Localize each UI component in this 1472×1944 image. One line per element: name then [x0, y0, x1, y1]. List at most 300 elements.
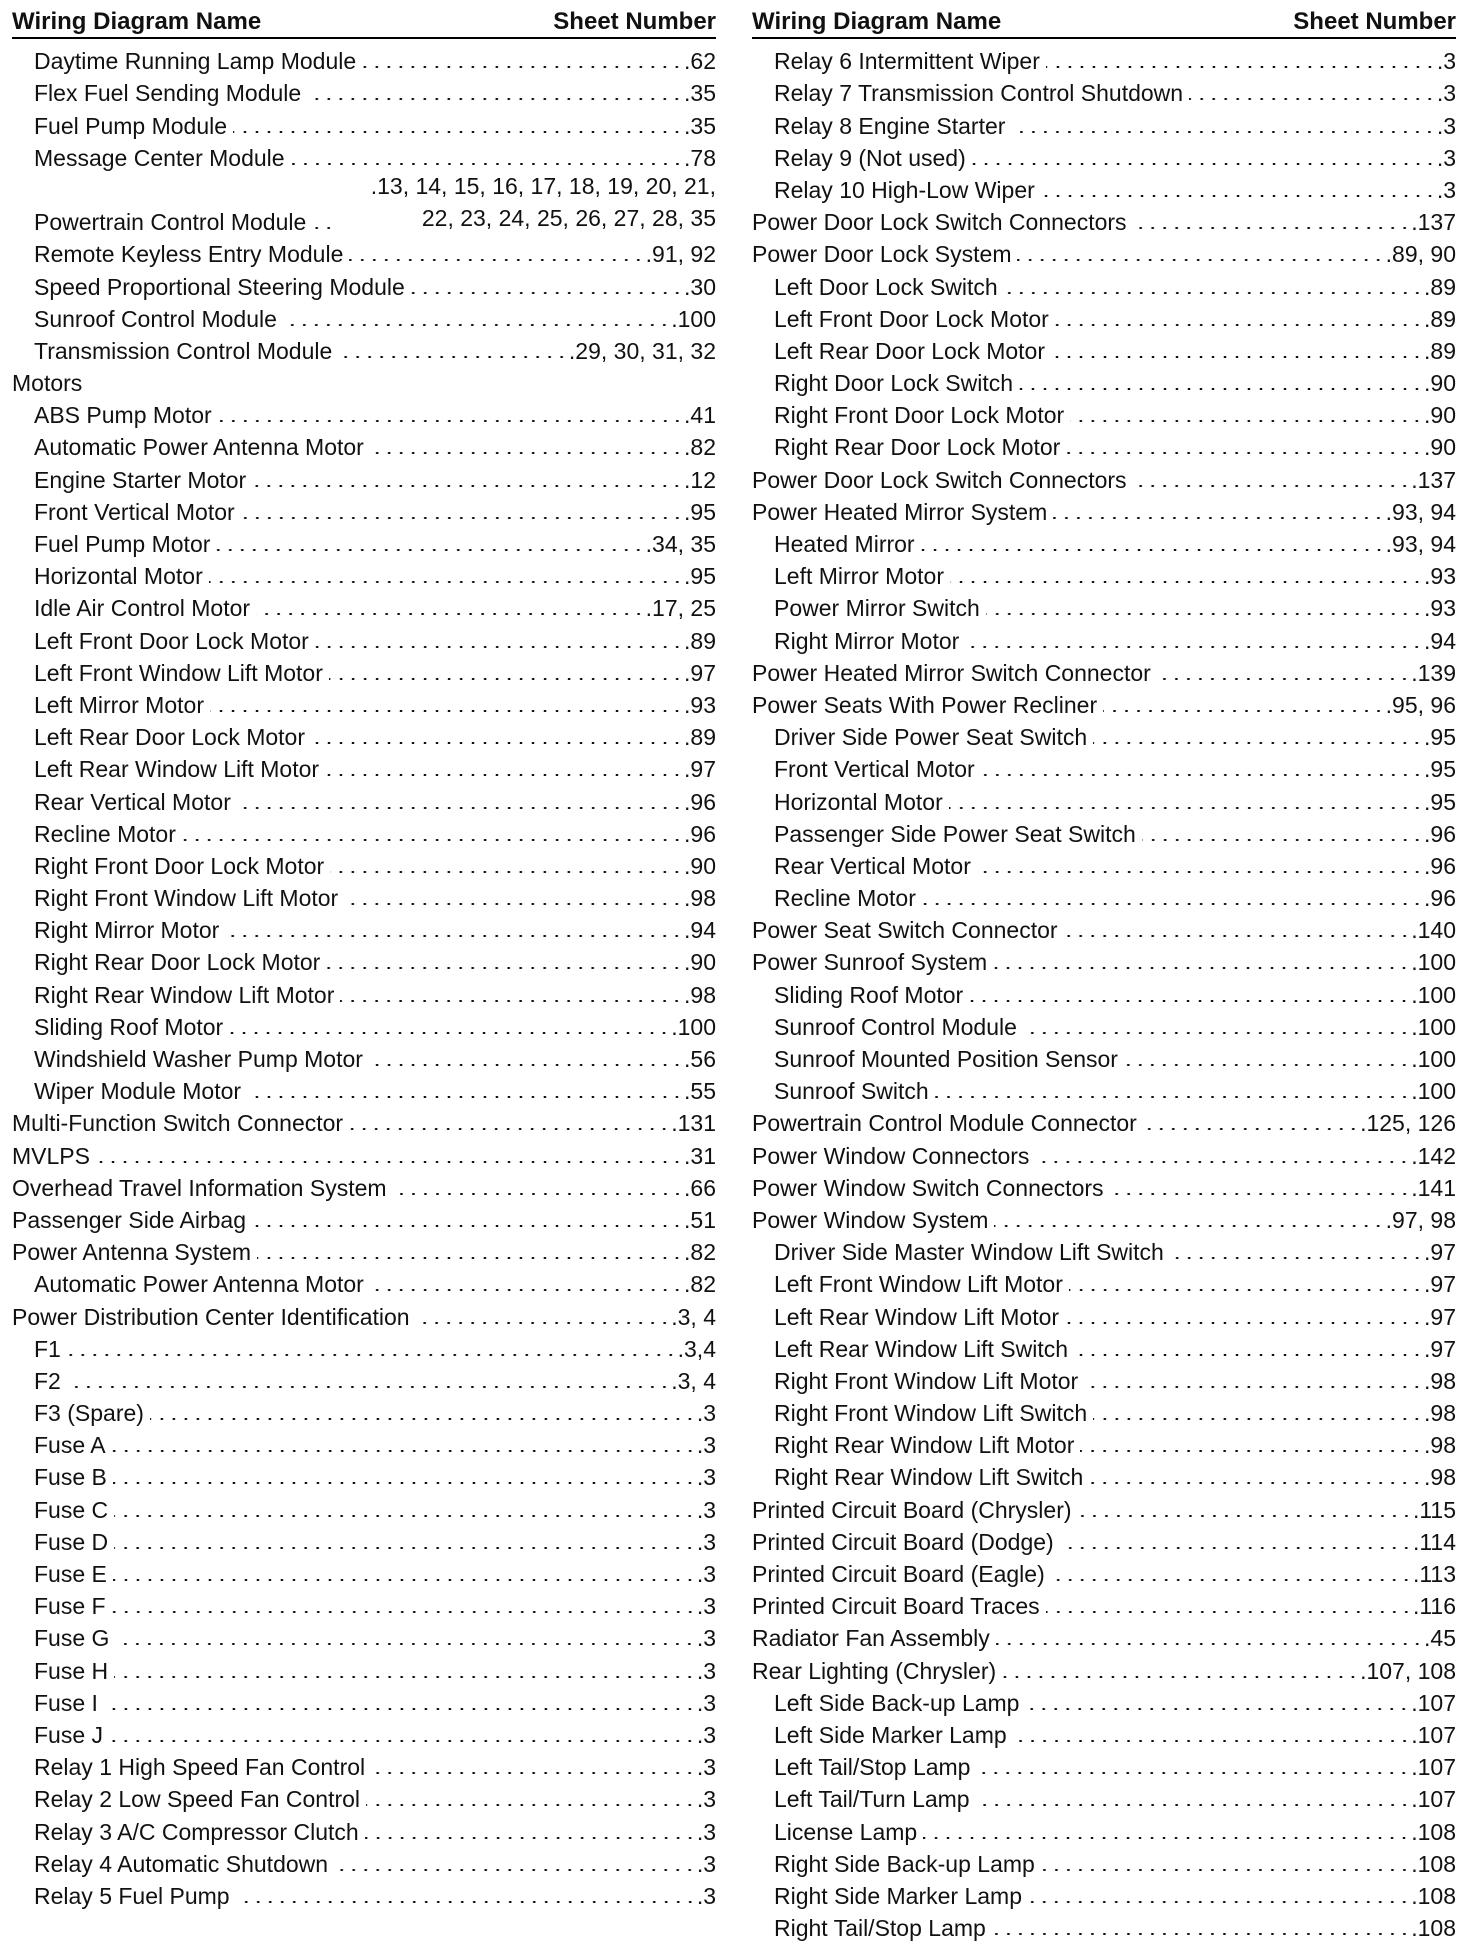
dot-leader: [1051, 356, 1423, 358]
sheet-number: .98: [1424, 1367, 1456, 1394]
sheet-number: .89: [684, 627, 716, 654]
sheet-number: .97: [1424, 1271, 1456, 1298]
entry-label: Remote Keyless Entry Module: [34, 241, 344, 268]
entry-label: Power Antenna System: [12, 1239, 252, 1266]
sheet-number: .107, 108: [1360, 1657, 1456, 1684]
sheet-number: .3: [696, 1464, 716, 1491]
index-entry: [12, 1168, 716, 1200]
index-entry: [12, 1071, 716, 1103]
entry-label: Right Side Marker Lamp: [774, 1882, 1022, 1909]
dot-leader: [976, 1804, 1411, 1806]
index-entry: [752, 1329, 1456, 1361]
dot-leader: [1142, 839, 1423, 841]
sheet-number: .100: [671, 1013, 716, 1040]
sheet-number: .113: [1412, 1561, 1456, 1587]
sheet-number: .3: [696, 1882, 716, 1909]
header-name: Wiring Diagram Name: [12, 8, 262, 35]
index-entry: [752, 138, 1456, 170]
sheet-number: .95: [1424, 788, 1456, 815]
sheet-number: .108: [1411, 1850, 1456, 1877]
entry-label: Left Front Window Lift Motor: [34, 659, 323, 686]
index-entry: [752, 1554, 1456, 1586]
entry-label: Right Tail/Stop Lamp: [774, 1915, 986, 1942]
sheet-number: .107: [1411, 1721, 1456, 1748]
entry-label: Power Seats With Power Recliner: [752, 691, 1098, 718]
entry-label: Rear Lighting (Chrysler): [752, 1657, 997, 1684]
dot-leader: [237, 807, 683, 809]
sheet-number: .90: [684, 852, 716, 879]
sheet-number: .35: [684, 80, 716, 107]
dot-leader: [334, 1869, 696, 1871]
dot-leader: [1046, 66, 1436, 68]
index-entry: [752, 1425, 1456, 1457]
right-column: [752, 6, 1456, 1940]
sheet-number: .107: [1411, 1786, 1456, 1813]
sheet-number: .98: [1424, 1432, 1456, 1459]
sheet-number: .96: [684, 788, 716, 815]
index-entry: [752, 1039, 1456, 1071]
index-entry: [12, 1200, 716, 1232]
sheet-number: .3: [696, 1754, 716, 1781]
sheet-number: .114: [1412, 1528, 1456, 1555]
index-entry: [752, 1200, 1456, 1232]
dot-leader: [241, 517, 683, 519]
entry-label: Engine Starter Motor: [34, 466, 247, 493]
sheet-number: .3: [696, 1689, 716, 1716]
entry-label: Windshield Washer Pump Motor: [34, 1046, 363, 1073]
sheet-number: .12: [684, 466, 716, 493]
index-entry: [752, 1296, 1456, 1328]
left-entries: [12, 41, 716, 1908]
entry-label: Relay 9 (Not used): [774, 144, 966, 171]
entry-label: Flex Fuel Sending Module: [34, 80, 302, 107]
index-entry: [12, 717, 716, 749]
sheet-number: .41: [684, 402, 716, 429]
entry-label: MVLPS: [12, 1142, 90, 1169]
sheet-number: .100: [1411, 981, 1456, 1008]
index-entry: [752, 427, 1456, 459]
dot-leader: [1002, 1676, 1359, 1678]
dot-leader: [182, 839, 683, 841]
column-header: [752, 6, 1456, 39]
sheet-number: .66: [684, 1174, 716, 1201]
index-entry: [752, 1811, 1456, 1843]
sheet-number: .3: [696, 1786, 716, 1813]
sheet-number: .89, 90: [1385, 241, 1456, 268]
dot-leader: [104, 1708, 696, 1710]
entry-label: Left Rear Window Lift Switch: [774, 1335, 1069, 1362]
dot-leader: [1041, 195, 1436, 197]
entry-label: Idle Air Control Motor: [34, 595, 251, 622]
index-entry: [12, 1329, 716, 1361]
sheet-number: .107: [1411, 1754, 1456, 1781]
entry-label: Radiator Fan Assembly: [752, 1625, 990, 1652]
dot-leader: [329, 678, 683, 680]
dot-leader: [923, 1837, 1410, 1839]
index-entry: [752, 1618, 1456, 1650]
entry-label: Powertrain Control Module: [34, 209, 307, 236]
entry-label: Recline Motor: [34, 820, 176, 847]
dot-leader: [349, 259, 644, 261]
sheet-number: .100: [1411, 949, 1456, 976]
dot-leader: [976, 1772, 1410, 1774]
dot-leader: [1060, 1547, 1412, 1549]
entry-label: Power Door Lock System: [752, 241, 1012, 268]
dot-leader: [1093, 1418, 1423, 1420]
sheet-number: .45: [1424, 1625, 1456, 1652]
dot-leader: [96, 1161, 683, 1163]
sheet-number: .98: [1424, 1400, 1456, 1427]
index-entry: [12, 749, 716, 781]
index-entry: [12, 1618, 716, 1650]
index-entry: [12, 1393, 716, 1425]
index-entry: [12, 1489, 716, 1521]
entry-label: Relay 5 Fuel Pump: [34, 1882, 230, 1909]
dot-leader: [366, 1804, 696, 1806]
entry-label: Right Front Window Lift Switch: [774, 1400, 1088, 1427]
entry-label: Power Distribution Center Identification: [12, 1303, 410, 1330]
dot-leader: [1080, 1450, 1423, 1452]
index-entry: [12, 1522, 716, 1554]
dot-leader: [67, 1354, 677, 1356]
entry-label: Printed Circuit Board (Chrysler): [752, 1496, 1072, 1523]
dot-leader: [233, 131, 683, 133]
index-entry: [752, 556, 1456, 588]
entry-label: Power Heated Mirror Switch Connector: [752, 659, 1151, 686]
dot-leader: [150, 1418, 696, 1420]
entry-label: Sunroof Switch: [774, 1078, 929, 1105]
dot-leader: [283, 324, 670, 326]
index-entry: [12, 234, 716, 266]
entry-label: Automatic Power Antenna Motor: [34, 434, 364, 461]
sheet-number: .3: [1436, 176, 1456, 203]
index-entry: [752, 974, 1456, 1006]
dot-leader: [949, 807, 1423, 809]
index-entry: [752, 363, 1456, 395]
sheet-number: .3: [696, 1850, 716, 1877]
entry-label: Fuse E: [34, 1561, 107, 1588]
entry-label: Sunroof Control Module: [774, 1013, 1017, 1040]
entry-label: Printed Circuit Board Traces: [752, 1593, 1040, 1620]
sheet-number: .98: [684, 885, 716, 912]
index-entry: [752, 1844, 1456, 1876]
index-entry: [12, 138, 716, 170]
index-entry: [12, 878, 716, 910]
index-entry: [12, 781, 716, 813]
dot-leader: [113, 1482, 696, 1484]
dot-leader: [365, 1837, 696, 1839]
dot-leader: [1124, 1064, 1410, 1066]
sheet-number: .125, 126: [1360, 1110, 1456, 1137]
dot-leader: [1046, 1611, 1412, 1613]
entry-label: Left Rear Door Lock Motor: [774, 337, 1046, 364]
index-entry: [12, 1683, 716, 1715]
entry-label: Driver Side Master Window Lift Switch: [774, 1239, 1164, 1266]
dot-leader: [1053, 517, 1384, 519]
dot-leader: [1017, 259, 1384, 261]
index-entry: [12, 1844, 716, 1876]
sheet-number: .3: [1436, 80, 1456, 107]
sheet-number: .93, 94: [1385, 498, 1456, 525]
index-entry: [12, 1232, 716, 1264]
index-entry: [752, 1876, 1456, 1908]
sheet-number: .93: [1424, 595, 1456, 622]
sheet-number: .3: [696, 1818, 716, 1845]
dot-leader: [1084, 1386, 1423, 1388]
header-name: Wiring Diagram Name: [752, 8, 1002, 35]
index-entry: [752, 1457, 1456, 1489]
dot-leader: [291, 163, 683, 165]
entry-label: Fuel Pump Module: [34, 112, 228, 139]
sheet-number: .98: [1424, 1464, 1456, 1491]
dot-leader: [992, 1933, 1410, 1935]
sheet-number: .100: [1411, 1078, 1456, 1105]
index-entry: [12, 459, 716, 491]
dot-leader: [236, 1901, 696, 1903]
entry-label: Left Mirror Motor: [774, 563, 944, 590]
dot-leader: [225, 935, 683, 937]
dot-leader: [1066, 452, 1423, 454]
dot-leader: [981, 774, 1423, 776]
entry-label: Left Rear Door Lock Motor: [34, 724, 306, 751]
dot-leader: [229, 1032, 670, 1034]
index-entry: [12, 427, 716, 459]
entry-label: Motors: [12, 370, 83, 397]
dot-leader: [935, 1096, 1411, 1098]
sheet-number: .3: [1436, 48, 1456, 75]
sheet-number: .3: [696, 1561, 716, 1588]
entry-label: Power Mirror Switch: [774, 595, 980, 622]
index-entry: [752, 1522, 1456, 1554]
index-entry: [752, 331, 1456, 363]
dot-leader: [1019, 388, 1423, 390]
index-entry: [12, 1554, 716, 1586]
index-entry: [752, 814, 1456, 846]
sheet-number: .30: [684, 273, 716, 300]
index-entry: [12, 170, 716, 234]
dot-leader: [109, 1740, 696, 1742]
dot-leader: [112, 1611, 696, 1613]
index-entry: [12, 1361, 716, 1393]
index-entry: [752, 878, 1456, 910]
dot-leader: [1025, 1708, 1410, 1710]
sheet-number: .97: [1424, 1335, 1456, 1362]
sheet-number: .139: [1411, 659, 1456, 686]
sheet-number: .90: [1424, 402, 1456, 429]
entry-label: Power Seat Switch Connector: [752, 917, 1058, 944]
index-entry: [12, 524, 716, 556]
entry-label: Right Rear Window Lift Switch: [774, 1464, 1084, 1491]
index-entry: [752, 1361, 1456, 1393]
sheet-number: .100: [1411, 1046, 1456, 1072]
dot-leader: [307, 98, 683, 100]
index-entry: [12, 1747, 716, 1779]
index-entry: [752, 653, 1456, 685]
sheet-number: .93: [1424, 563, 1456, 590]
index-entry: [752, 266, 1456, 298]
index-entry: [752, 202, 1456, 234]
sheet-number: .93, 94: [1385, 531, 1456, 557]
sheet-number: .3: [696, 1400, 716, 1427]
sheet-number: .100: [1411, 1013, 1456, 1040]
entry-label: Powertrain Control Module Connector: [752, 1110, 1137, 1137]
entry-label: Transmission Control Module: [34, 337, 333, 364]
dot-leader: [252, 485, 683, 487]
dot-leader: [416, 1322, 671, 1324]
entry-label: Right Door Lock Switch: [774, 370, 1014, 397]
entry-label: Fuse B: [34, 1464, 107, 1491]
sheet-number: .89: [684, 724, 716, 751]
index-entry: [12, 1296, 716, 1328]
dot-leader: [349, 1128, 670, 1130]
index-entry: [752, 588, 1456, 620]
index-entry: [12, 846, 716, 878]
sheet-number: .3: [696, 1721, 716, 1748]
sheet-number: .3: [696, 1496, 716, 1523]
dot-leader: [965, 646, 1423, 648]
sheet-number: .97: [1424, 1239, 1456, 1266]
left-column: [12, 6, 716, 1908]
dot-leader: [218, 420, 683, 422]
entry-label: Automatic Power Antenna Motor: [34, 1271, 364, 1298]
index-entry: [12, 942, 716, 974]
index-entry: [12, 1103, 716, 1135]
entry-label: Sliding Roof Motor: [774, 981, 964, 1008]
entry-label: Power Sunroof System: [752, 949, 988, 976]
index-entry: [12, 1264, 716, 1296]
index-entry: [12, 395, 716, 427]
index-entry: [752, 1747, 1456, 1779]
index-entry: [752, 234, 1456, 266]
index-entry: [752, 1232, 1456, 1264]
dot-leader: [114, 1676, 696, 1678]
index-entry: [12, 1425, 716, 1457]
index-entry: [752, 1586, 1456, 1618]
entry-label: Left Tail/Turn Lamp: [774, 1786, 970, 1813]
entry-label: Right Mirror Motor: [34, 917, 220, 944]
entry-label: Left Mirror Motor: [34, 691, 204, 718]
dot-leader: [1089, 1482, 1423, 1484]
index-entry: [752, 910, 1456, 942]
sheet-number: .142: [1411, 1142, 1456, 1169]
dot-leader: [257, 1257, 683, 1259]
dot-leader: [114, 1515, 696, 1517]
entry-label: Power Door Lock Switch Connectors: [752, 209, 1127, 236]
dot-leader: [1065, 1322, 1423, 1324]
index-entry: [752, 299, 1456, 331]
index-entry: [12, 814, 716, 846]
sheet-number: .82: [684, 1271, 716, 1298]
entry-label: Right Front Window Lift Motor: [34, 885, 339, 912]
entry-label: Relay 1 High Speed Fan Control: [34, 1754, 366, 1781]
dot-leader: [1004, 292, 1423, 294]
sheet-number: .3, 4: [671, 1367, 716, 1394]
entry-label: Fuse G: [34, 1625, 110, 1652]
entry-label: Power Window Connectors: [752, 1142, 1030, 1169]
entry-label: Heated Mirror: [774, 531, 915, 557]
index-entry: [12, 1715, 716, 1747]
entry-label: Fuel Pump Motor: [34, 531, 211, 558]
dot-leader: [370, 452, 683, 454]
entry-label: Rear Vertical Motor: [34, 788, 231, 815]
index-entry: [12, 266, 716, 298]
dot-leader: [340, 1000, 683, 1002]
sheet-number: .82: [684, 1239, 716, 1266]
index-entry: [12, 588, 716, 620]
dot-leader: [1157, 678, 1410, 680]
sheet-number: .131: [671, 1110, 716, 1137]
sheet-number: .93: [684, 691, 716, 718]
sheet-number: .17, 25: [645, 595, 716, 622]
entry-label: Left Side Marker Lamp: [774, 1721, 1007, 1748]
sheet-number: .108: [1411, 1818, 1456, 1845]
dot-leader: [986, 613, 1423, 615]
dot-leader: [369, 1064, 683, 1066]
sheet-number: .78: [684, 144, 716, 171]
dot-leader: [210, 710, 683, 712]
sheet-number: .97: [684, 756, 716, 783]
entry-label: License Lamp: [774, 1818, 918, 1845]
entry-label: Power Heated Mirror System: [752, 498, 1048, 525]
dot-leader: [393, 1193, 683, 1195]
dot-leader: [950, 581, 1423, 583]
index-entry: [752, 41, 1456, 73]
entry-label: Fuse H: [34, 1657, 109, 1684]
sheet-number: .95: [1424, 756, 1456, 783]
dot-leader: [1189, 98, 1436, 100]
entry-label: Printed Circuit Board (Dodge): [752, 1528, 1054, 1555]
dot-leader: [994, 1225, 1384, 1227]
sheet-number: .56: [684, 1046, 716, 1073]
entry-label: Left Front Door Lock Motor: [774, 305, 1049, 332]
index-entry: [752, 717, 1456, 749]
dot-leader: [921, 549, 1385, 551]
index-entry: [752, 685, 1456, 717]
entry-label: Multi-Function Switch Connector: [12, 1110, 344, 1137]
dot-leader: [1093, 742, 1423, 744]
dot-leader: [977, 871, 1423, 873]
dot-leader: [371, 1772, 696, 1774]
index-entry: [12, 685, 716, 717]
right-entries: [752, 41, 1456, 1940]
dot-leader: [1170, 1257, 1423, 1259]
dot-leader: [326, 967, 683, 969]
index-entry: [752, 846, 1456, 878]
index-entry: [12, 1007, 716, 1039]
index-entry: [752, 73, 1456, 105]
index-entry: [752, 1489, 1456, 1521]
sheet-number: .95: [684, 498, 716, 525]
sheet-number: .13, 14, 15, 16, 17, 18, 19, 20, 21, 22, 23, 24, 25, 26, 27, 28, 35: [370, 173, 716, 232]
index-entry: [752, 492, 1456, 524]
dot-leader: [344, 903, 683, 905]
entry-label: Left Rear Window Lift Motor: [34, 756, 320, 783]
entry-label: Relay 4 Automatic Shutdown: [34, 1850, 329, 1877]
entry-label: Fuse D: [34, 1528, 109, 1555]
dot-leader: [1133, 485, 1411, 487]
sheet-number: .3: [696, 1625, 716, 1652]
entry-label: Left Door Lock Switch: [774, 273, 998, 300]
entry-label: Fuse A: [34, 1432, 106, 1459]
index-entry: [752, 170, 1456, 202]
entry-label: Printed Circuit Board (Eagle): [752, 1561, 1045, 1587]
index-entry: [752, 524, 1456, 556]
index-entry: [12, 910, 716, 942]
entry-label: Recline Motor: [774, 885, 916, 912]
column-header: [12, 6, 716, 39]
entry-label: Message Center Module: [34, 144, 285, 171]
dot-leader: [993, 967, 1410, 969]
